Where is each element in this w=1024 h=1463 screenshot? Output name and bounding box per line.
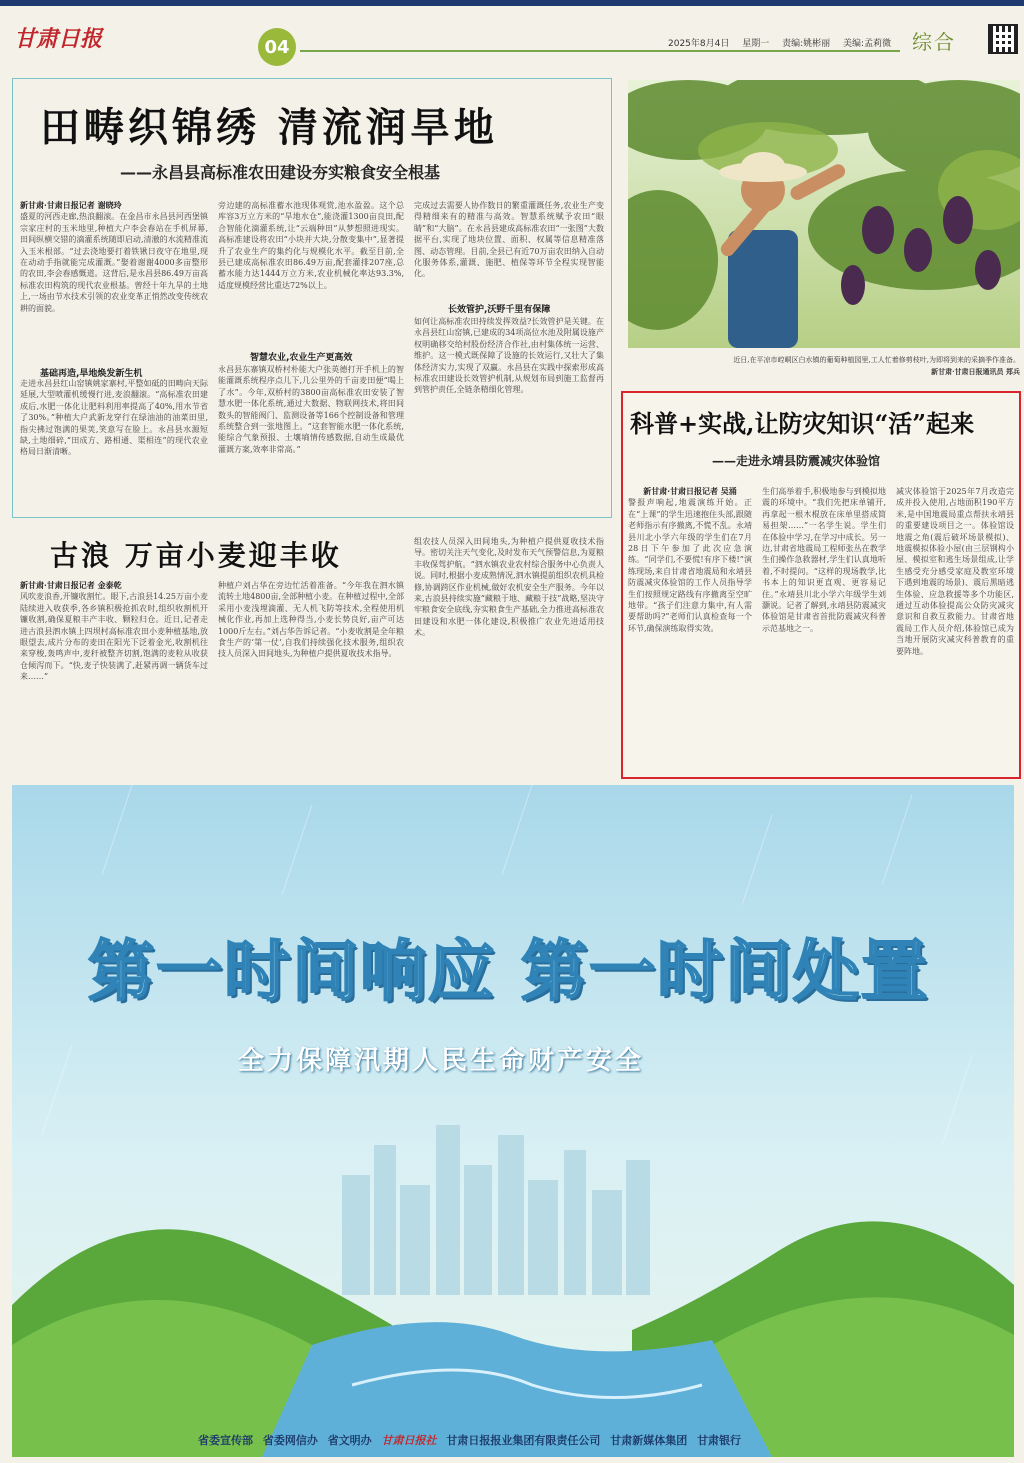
ad-landscape-illustration (12, 785, 1014, 1457)
article2-column-1 (20, 580, 208, 770)
article1-col1-text: 盛夏的河西走廊,热浪翻滚。在金昌市永昌县河西堡镇宗家庄村的玉米地里,种植大户李会春站在手机屏幕,田间纵横交错的滴灌系统随即启动,清澈的水流精准流入玉米根部。“过去浇地要打着铁锹日夜守在地里,现在动动手指就能完成灌溉。”娶着谢谢4000多亩整形的农田,李会春感慨道。这背后,是永昌县86.49万亩高标准农田构筑的现代农业根基。曾经十年九旱的土地上,一场由节水技术引领的农业变革正悄然改变传统农耕的面貌。 (20, 212, 208, 313)
sponsor-7: 甘肃银行 (697, 1434, 742, 1447)
header-divider (300, 50, 900, 52)
article2-title[interactable]: 古浪 万亩小麦迎丰收 (50, 539, 342, 572)
issue-meta (668, 36, 901, 49)
article1-column-3: 完成过去需要人协作数日的繁重灌溉任务,农业生产变得精细来有的精准与高效。智慧系统赋予农田“眼睛”和“大脑”。在永昌县建成高标准农田“一张图”大数据平台,实现了地块位置、面积、权属等信息精准落图、动态管理。目前,全县已有近70万亩农田纳入自动化服务体系,灌溉、施肥、植保等环节全程实现智能化。 (414, 201, 604, 279)
article1-column-1b: 走进永昌县红山窑镇姚家寨村,平整如砥的田畴向天际延展,大型喷灌机缓慢行进,麦浪翻滚。“高标准农田建成后,水肥一体化让肥料利用率提高了40%,用水节省了30%。”种植大户武新龙穿行在绿油油的油菜田里,指尖拂过饱满的果荚,笑意写在脸上。永昌县水源短缺,土地细碎,“田成方、路相通、渠相连”的现代农业格局日渐清晰。 (20, 379, 208, 457)
masthead (0, 6, 1024, 70)
photo-credit: 新甘肃·甘肃日报通讯员 郑兵 (931, 367, 1020, 376)
qr-code-icon[interactable] (988, 24, 1018, 54)
sponsor-3: 省文明办 (327, 1434, 372, 1447)
section-label: 综合 (912, 30, 956, 54)
article1-column-2b: 永昌县东寨镇双桥村朴能大户张英德打开手机上的智能灌溉系统程序点儿下,几公里外的千亩麦田便“喝上了水”。今年,双桥村的3800亩高标准农田安装了智慧水肥一体化系统,通过大数据、物联网技术,将田间数头的智能阀门、监测设备等166个控制设备和管理系统整合到一张地图上。“这套智能水肥一体化系统,能综合气象预报、土壤墒情传感数据,自动生成最优灌溉方案,效率非常高。” (218, 365, 404, 454)
article2-column-2: 种植户刘占华在旁边忙活着准备。“今年我在泗水镇流转土地4800亩,全部种植小麦。在种植过程中,全部采用小麦浅埋滴灌、无人机飞防等技术,全程使用机械化作业,再加上选种得当,小麦长势良好,亩产可达1000斤左右。”刘占华告诉记者。“小麦收割是全年粮食生产的‘第一仗’,自我们持续强化技术服务,组织农技人员深入田间地头,为种植户提供夏收技术指导。 (218, 581, 404, 659)
article1-subheading-3: 长效管护,沃野千里有保障 (448, 305, 551, 315)
photo-caption-text: 近日,在平凉市崆峒区白水镇的葡萄种植园里,工人忙着修剪枝叶,为即将到来的采摘季作准备。 (733, 356, 1020, 364)
ad-sponsors (198, 1432, 747, 1448)
designer-credit: 美编:孟莉微 (843, 39, 892, 49)
issue-date: 2025年8月4日 (668, 39, 730, 49)
vineyard-photo[interactable] (628, 80, 1020, 348)
sponsor-6: 甘肃新媒体集团 (610, 1434, 688, 1447)
ad-headline: 第一时间响应 第一时间处置 (88, 933, 929, 1010)
article2-column-3: 组农技人员深入田间地头,为种植户提供夏收技术指导。密切关注天气变化,及时发布天气预警信息,为夏粮丰收保驾护航。“泗水镇农业农村综合服务中心负责人说。同时,根据小麦成熟情况,泗水镇提前组织农机具检修,协调跨区作业机械,做好农机安全生产服务。今年以来,古浪县持续实施“藏粮于地、藏粮于技”战略,坚决守牢粮食安全底线,夯实粮食生产基础,全力推进高标准农田建设和水肥一体化建设,积极推广农业先进适用技术。 (414, 537, 604, 638)
sponsor-2: 省委网信办 (262, 1434, 318, 1447)
article2-byline: 新甘肃·甘肃日报记者 金泰乾 (20, 580, 122, 590)
issue-weekday: 星期一 (742, 39, 770, 49)
newspaper-logo: 甘肃日报 (14, 26, 103, 52)
article3-byline: 新甘肃·甘肃日报记者 吴涌 (643, 486, 737, 496)
article1-subtitle: ——永昌县高标准农田建设夯实粮食安全根基 (120, 163, 441, 182)
page-number: 04 (258, 28, 296, 66)
article2-col1-text: 风吹麦浪香,开镰收割忙。眼下,古浪县14.25万亩小麦陆续进入收获季,各乡镇积极抢抓农时,组织收割机开镰收割,确保夏粮丰产丰收、颗粒归仓。近日,记者走进古浪县泗水镇上四坝村高标准农田小麦种植基地,放眼望去,成片分布的麦田在阳光下泛着金光,收割机往来穿梭,轰鸣声中,麦秆被整齐切割,饱满的麦粒从收获仓倾泻而下。“快,麦子快装满了,赶紧再调一辆货车过来……” (20, 592, 208, 682)
article1-byline: 新甘肃·甘肃日报记者 谢晓玲 (20, 200, 122, 210)
article3-column-1 (628, 486, 752, 772)
sponsor-1: 省委宣传部 (198, 1434, 253, 1447)
article3-subtitle: ——走进永靖县防震减灾体验馆 (712, 454, 881, 468)
flood-safety-ad[interactable] (12, 785, 1014, 1457)
article1-title[interactable]: 田畴织锦绣 清流润旱地 (40, 105, 498, 151)
article3-column-2: 生们高举着手,积极地参与到模拟地震的环境中。“我们先把床单铺开,再拿起一根木棍放在床单里搭成简易担架……”一名学生说。学生们在体验中学习,在学习中成长。另一边,甘肃省地震局工程师张丛在教学生们操作急救器材,学生们认真地听着,不时提问。“这样的现场教学,比书本上的知识更直观、更容易记住。”永靖县川北小学六年级学生刘灏说。记者了解到,永靖县防震减灾体验馆是甘肃省首批防震减灾科普示范基地之一。 (762, 487, 886, 633)
article1-subheading-1: 基础再造,旱地焕发新生机 (40, 369, 143, 379)
photo-caption (628, 354, 1020, 378)
sponsor-5: 甘肃日报报业集团有限责任公司 (446, 1434, 601, 1447)
article3-column-3: 减灾体验馆于2025年7月改造完成并投入使用,占地面积190平方米,是中国地震局重点帮扶永靖县的重要建设项目之一。体验馆设地震之角(震后破坏场景模拟)、地震模拟体验小屋(由三层钢构小屋、模拟室和逃生场景组成,让学生感受充分感受家庭及教室环境下遇到地震的场景)、震后黑暗逃生体验、应急救援等多个功能区,通过互动体验提高公众防灾减灾意识和自救互救能力。甘肃省地震局工作人员介绍,体验馆已成为当地开展防灾减灾科普教育的重要阵地。 (896, 487, 1014, 656)
article3-col1-text: 警报声响起,地震演练开始。正在“上课”的学生迅速抱住头部,跟随老师指示有序撤离,不慌不乱。永靖县川北小学六年级的学生们在7月28日下午参加了此次应急演练。“同学们,不要慌!有序下楼!”演练现场,来自甘肃省地震局和永靖县防震减灾体验馆的工作人员指导学生们按照规定路线有序撤离至空旷地带。“孩子们注意力集中,有人需要帮助吗?”老师们认真检查每一个环节,确保演练取得实效。 (628, 498, 752, 633)
ad-subheadline: 全力保障汛期人民生命财产安全 (238, 1046, 645, 1076)
article1-subheading-2: 智慧农业,农业生产更高效 (250, 353, 353, 363)
article3-title[interactable]: 科普+实战,让防灾知识“活”起来 (630, 409, 975, 438)
article1-column-3b: 如何让高标准农田持续发挥效益?长效管护是关键。在永昌县红山窑镇,已建成的34项高位水池及附属设施产权明确移交给村股份经济合作社,由村集体统一运营、维护。这一模式既保障了设施的长效运行,又壮大了集体经济实力,实现了双赢。永昌县在实践中探索形成高标准农田建设长效管护机制,从规划布局到施工监督再到管护责任,全链条精细化管理。 (414, 317, 604, 395)
sponsor-4: 甘肃日报社 (381, 1434, 437, 1447)
article1-column-2: 旁边建的高标准蓄水池现体观赏,池水盈盈。这个总库容3万立方米的“旱地水仓”,能浇灌1300亩良田,配合智能化滴灌系统,让“云端种田”从梦想照进现实。高标准建设将农田“小块并大块,分散变集中”,显著提升了农业生产的集约化与规模化水平。截至目前,全县已建成高标准农田86.49万亩,配套灌排207座,总蓄水能力达1444万立方米,农业机械化率达93.3%,适度规模经营比重达72%以上。 (218, 201, 404, 290)
vineyard-photo-illustration (628, 80, 1020, 348)
editor-credit: 责编:姚彬丽 (782, 39, 831, 49)
